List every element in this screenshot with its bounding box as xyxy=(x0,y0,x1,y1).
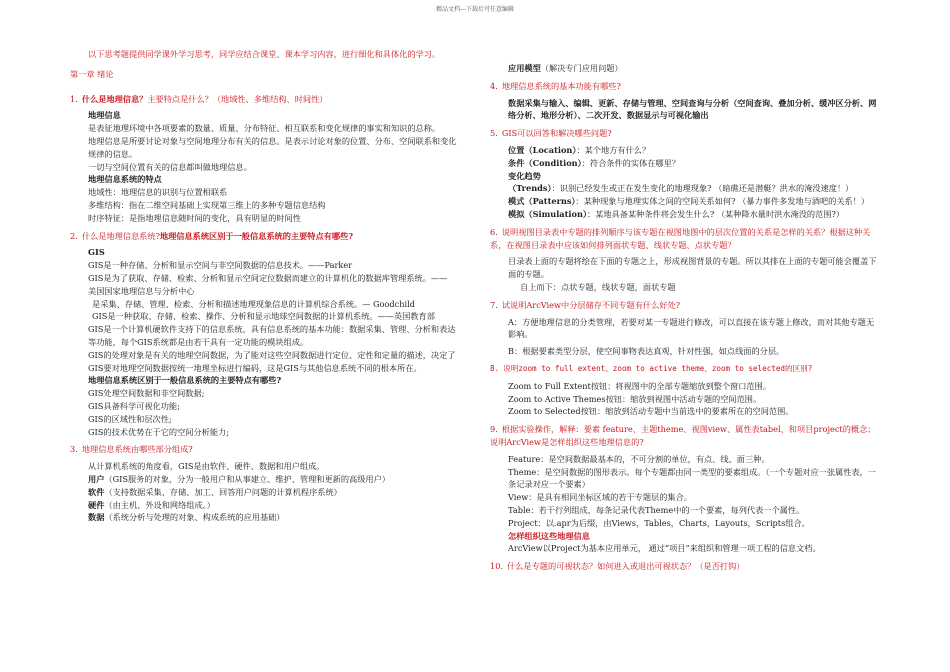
question-5: 5. GIS可以回答和解决哪些问题? xyxy=(490,128,612,139)
intro-text: 以下思考题提供同学课外学习思考，同学应结合课堂、课本学习内容，进行细化和具体化的学习。 xyxy=(88,49,441,59)
q2-para: GIS是一种获取、存储、检索、操作、分析和显示地球空间数据的计算机系统。——英国教育部 xyxy=(92,311,435,322)
q2-para: GIS的区域性和层次性; xyxy=(88,413,172,424)
q2-para: GIS的技术优势在于它的空间分析能力; xyxy=(88,426,229,437)
question-6: 6. 说明视图目录表中专题的排列顺序与该专题在视图地图中的层次位置的关系是怎样的关系？根据这种关系，在视图目录表中应该如何排列面状专题、线状专题、点状专题？ xyxy=(490,226,871,250)
question-8: 8. 说明zoom to full extent、zoom to active theme、zoom to selected的区别? xyxy=(490,363,813,373)
left-column xyxy=(70,48,458,524)
q8-para: Zoom to Active Themes按钮：缩放到视图中活动专题的空间范围。 xyxy=(508,393,762,404)
q8-para: Zoom to Full Extent按钮：将视图中的全部专题缩放到整个窗口范围。 xyxy=(508,380,771,391)
question-1: 1. 什么是地理信息？主要特点是什么？（地域性、多维结构、时间性） xyxy=(70,93,328,104)
q1-para: 是表征地理环境中各项要素的数量、质量、分布特征、相互联系和变化规律的事实和知识的总称。 xyxy=(88,123,441,134)
q9-org-body: ArcView以Project为基本应用单元， 通过“项目”来组织和管理一项工程的信息文档。 xyxy=(508,543,821,554)
q5-item: 位置（Location）：某个地方有什么？ xyxy=(508,144,651,155)
q1-para: 一切与空间位置有关的信息都叫做地理信息。 xyxy=(88,161,252,172)
question-4: 4. 地理信息系统的基本功能有哪些? xyxy=(490,80,621,91)
page-header: 精品文档---下载后可任意编辑 xyxy=(435,6,515,13)
q5-item: 模式（Patterns）：某种现象与地理实体之间的空间关系如何? （暴力事件多发地与酒吧的关系！） xyxy=(508,196,870,207)
q2-para: GIS是一个计算机硬软件支持下的信息系统，具有信息系统的基本功能：数据采集、管理、分析和表达等功能，每个GIS系统都是由若干具有一定功能的模块组成。 xyxy=(88,324,456,347)
question-7: 7. 试说明ArcView中分层储存不同专题有什么好处? xyxy=(490,299,681,310)
q9-para: Project：以.apr为后缀，由Views，Tables，Charts，Layouts，Scripts组合。 xyxy=(508,517,810,528)
app-model: 应用模型（解决专门应用问题） xyxy=(508,63,623,73)
q1-heading: 地理信息 xyxy=(88,110,121,121)
q2-para: 是采集、存储、管理、检索、分析和描述地理现象信息的计算机综合系统。— Goodchild xyxy=(92,298,415,309)
q4-body: 数据采集与输入、编辑、更新、存储与管理、空间查询与分析（空间查询、叠加分析、缓冲区分析、网络分析、地形分析）、二次开发、数据显示与可视化输出 xyxy=(508,97,877,121)
q9-para: View：是具有相同坐标区域的若干专题层的集合。 xyxy=(508,492,692,503)
q9-para: Theme：是空间数据的图形表示。每个专题都由同一类型的要素组成。（一个专题对应一张属性表，一条记录对应一个要素） xyxy=(508,466,876,490)
q9-para: Feature：是空间数据最基本的，不可分割的单位，有点、线、面三种。 xyxy=(508,453,770,464)
q7-para: B：根据要素类型分层，使空间事物表达真观，针对性强，如点线面的分层。 xyxy=(508,346,785,357)
q3-para: 软件（支持数据采集、存储、加工、回答用户问题的计算机程序系统） xyxy=(88,486,342,497)
q7-para: A：方便地理信息的分类管理，若要对某一专题进行修改，可以直接在该专题上修改，而对其他专题无影响。 xyxy=(508,316,875,340)
q6-para: 自上而下：点状专题，线状专题，面状专题 xyxy=(520,281,676,292)
q5-item: 变化趋势（Trends）：识别已经发生或正在发生变化的地理现象? （暗礁还是潜艇？洪水的淹没速度！） xyxy=(508,170,854,194)
q2-heading: GIS xyxy=(88,247,105,258)
q2-para: GIS具备科学可视化功能; xyxy=(88,400,180,411)
q3-para: 用户（GIS服务的对象，分为一般用户和从事建立、维护、管理和更新的高级用户） xyxy=(88,473,390,484)
q2-para: GIS的处理对象是有关的地理空间数据，为了能对这些空间数据进行定位、定性和定量的描述，决定了GIS要对地理空间数据按统一地理坐标进行编码，这是GIS与其他信息系统不同的根本所在。 xyxy=(88,349,456,373)
q3-para: 硬件（由主机、外设和网络组成。） xyxy=(88,499,215,510)
q1-para: 时序特征：是指地理信息随时间的变化，具有明显的时间性 xyxy=(88,212,301,223)
q6-para: 目录表上面的专题将绘在下面的专题之上，形成视图背景的专题。所以其排在上面的专题可能会覆盖下面的专题。 xyxy=(508,256,877,280)
q2-para: GIS是一种存储、分析和显示空间与非空间数据的信息技术。——Parker xyxy=(88,260,353,271)
question-10: 10. 什么是专题的可视状态？如何进入或退出可视状态？（是否打钩） xyxy=(490,561,745,572)
q1-para: 多维结构：指在二维空间基础上实现第三维上的多种专题信息结构 xyxy=(88,199,326,210)
q8-para: Zoom to Selected按钮：缩放到活动专题中当前选中的要素所在的空间范围。 xyxy=(508,406,794,417)
q9-para: Table：若干行列组成，每条记录代表Theme中的一个要素，每列代表一个属性。 xyxy=(508,504,805,515)
right-column xyxy=(490,62,882,573)
q2-para: GIS是为了获取、存储、检索、分析和显示空间定位数据而建立的计算机化的数据库管理系统。—— 美国国家地理信息与分析中心 xyxy=(88,272,448,296)
q5-item: 模拟（Simulation）：某地具备某种条件将会发生什么? （某种降水量时洪水淹没的范围?） xyxy=(508,208,845,219)
q3-para: 从计算机系统的角度看，GIS是由软件、硬件、数据和用户组成。 xyxy=(88,461,325,472)
question-2: 2. 什么是地理信息系统?地理信息系统区别于一般信息系统的主要特点有哪些? xyxy=(70,230,354,241)
q1-para: 地域性：地理信息的识别与位置相联系 xyxy=(88,187,228,198)
q1-heading: 地理信息系统的特点 xyxy=(88,174,162,185)
q2-heading: 地理信息系统区别于一般信息系统的主要特点有哪些? xyxy=(88,375,282,386)
chapter-title: 第一章 绪论 xyxy=(70,68,114,79)
q3-para: 数据（系统分析与处理的对象、构成系统的应用基础） xyxy=(88,512,285,523)
q1-para: 地理信息是所要讨论对象与空间地理分布有关的信息。是表示讨论对象的位置、分布、空间联系和变化规律的信息。 xyxy=(88,135,457,159)
question-9: 9. 根据实验操作，解释：要素 feature、主题theme、视图view、属性表tabel、和项目project的概念；说明ArcView是怎样组织这些地理信息的? xyxy=(490,424,876,447)
q5-item: 条件（Condition）：符合条件的实体在哪里？ xyxy=(508,157,680,168)
q2-para: GIS处理空间数据和非空间数据; xyxy=(88,388,205,399)
question-3: 3. 地理信息系统由哪些部分组成? xyxy=(70,444,193,455)
q9-org-heading: 怎样组织这些地理信息 xyxy=(508,530,590,541)
